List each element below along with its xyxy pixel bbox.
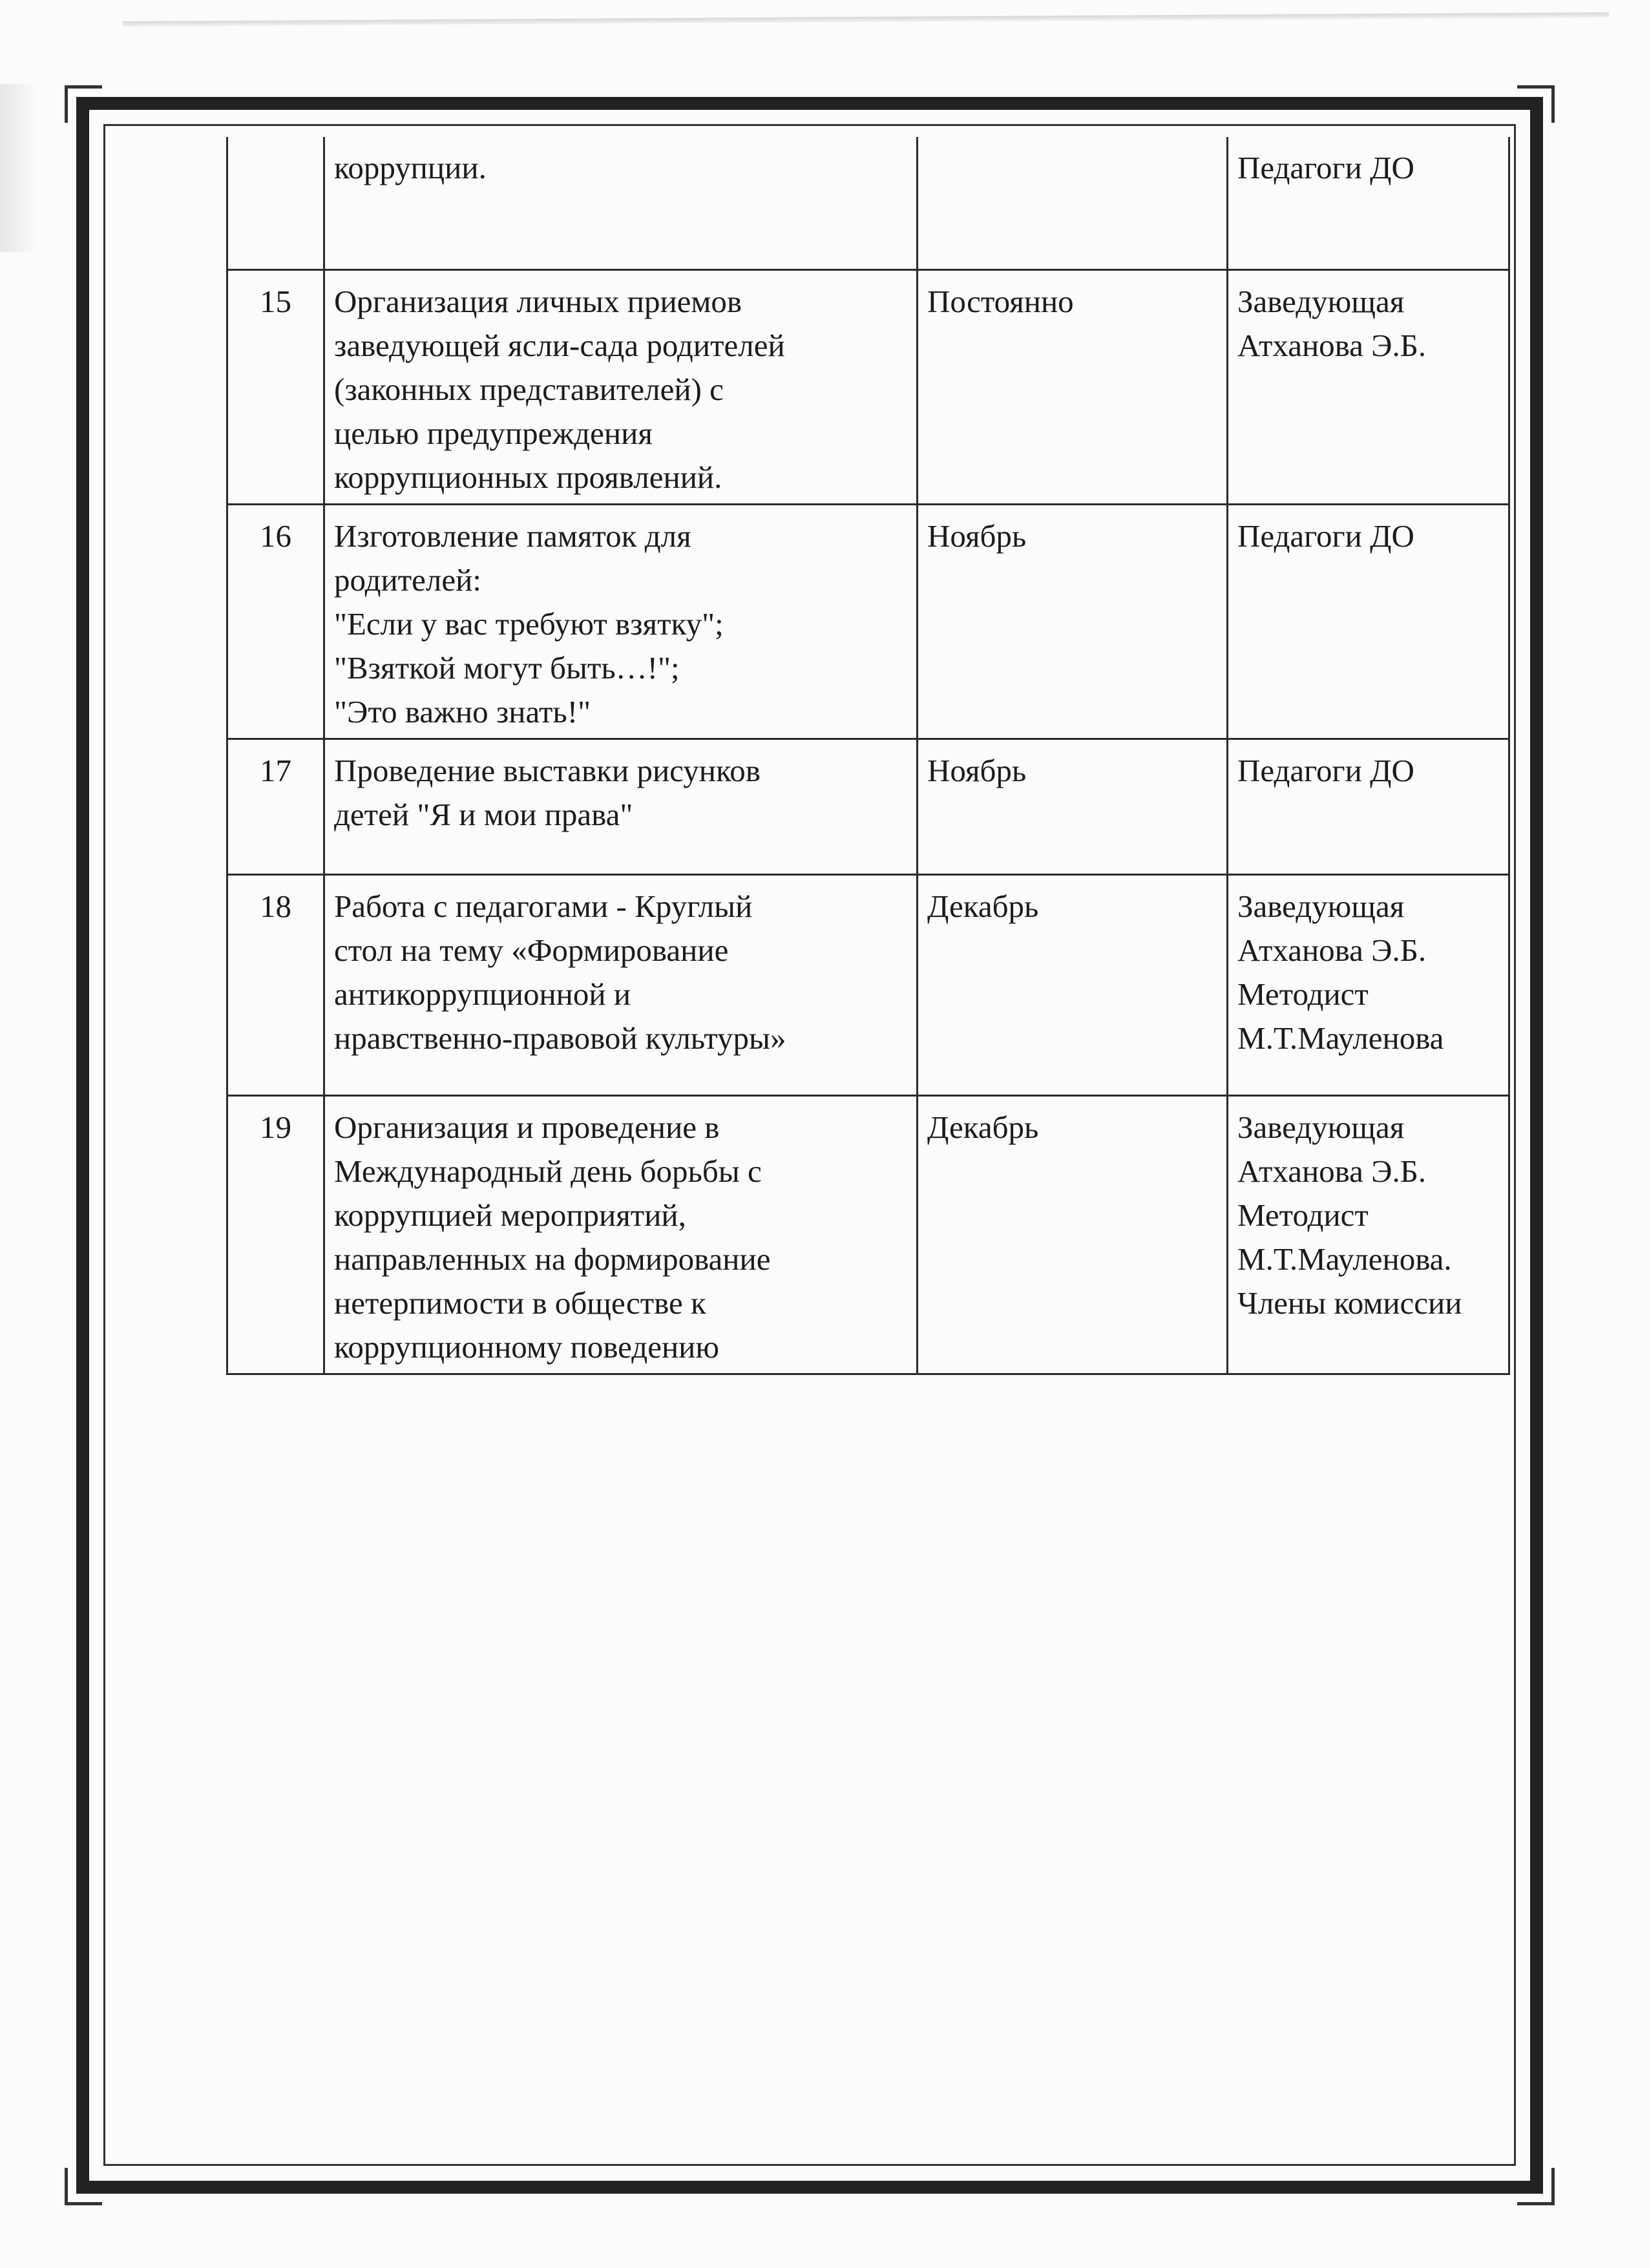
row-number: 15: [227, 269, 324, 504]
responsible-cell: Педагоги ДО: [1228, 739, 1509, 874]
date-cell: Ноябрь: [918, 739, 1228, 874]
responsible-cell: Заведующая Атханова Э.Б.: [1228, 269, 1509, 504]
scan-shadow-top: [123, 12, 1609, 26]
row-number: 19: [227, 1095, 324, 1374]
row-number: 16: [227, 504, 324, 739]
responsible-cell: Заведующая Атханова Э.Б. Методист М.Т.Мауленова. Члены комиссии: [1228, 1095, 1509, 1374]
table-row: [227, 137, 1509, 269]
table-row: [227, 739, 1509, 874]
row-number: [227, 137, 324, 269]
date-cell: Декабрь: [918, 874, 1228, 1095]
date-cell: [918, 137, 1228, 269]
event-cell: Проведение выставки рисунков детей "Я и мои права": [324, 739, 918, 874]
event-cell: Изготовление памяток для родителей: "Если у вас требуют взятку"; "Взяткой могут быть…!"; "Это важно знать!": [324, 504, 918, 739]
anti-corruption-plan-table: [226, 137, 1510, 1375]
date-cell: Постоянно: [918, 269, 1228, 504]
frame-corner-ornament: [1517, 2168, 1555, 2205]
event-cell: Работа с педагогами - Круглый стол на тему «Формирование антикоррупционной и нравственно-правовой культуры»: [324, 874, 918, 1095]
responsible-cell: Заведующая Атханова Э.Б. Методист М.Т.Мауленова: [1228, 874, 1509, 1095]
scan-shadow-left: [0, 84, 39, 252]
date-cell: Декабрь: [918, 1095, 1228, 1374]
responsible-cell: Педагоги ДО: [1228, 137, 1509, 269]
row-number: 17: [227, 739, 324, 874]
event-cell: Организация личных приемов заведующей ясли-сада родителей (законных представителей) с целью предупреждения коррупционных проявлений.: [324, 269, 918, 504]
table-row: [227, 269, 1509, 504]
table-row: [227, 1095, 1509, 1374]
frame-corner-ornament: [65, 85, 102, 123]
frame-corner-ornament: [1517, 85, 1555, 123]
row-number: 18: [227, 874, 324, 1095]
table-row: [227, 874, 1509, 1095]
date-cell: Ноябрь: [918, 504, 1228, 739]
table-row: [227, 504, 1509, 739]
event-cell: Организация и проведение в Международный день борьбы с коррупцией мероприятий, направленных на формирование нетерпимости в обществе к коррупционному поведению: [324, 1095, 918, 1374]
event-cell: коррупции.: [324, 137, 918, 269]
responsible-cell: Педагоги ДО: [1228, 504, 1509, 739]
frame-corner-ornament: [65, 2168, 102, 2205]
